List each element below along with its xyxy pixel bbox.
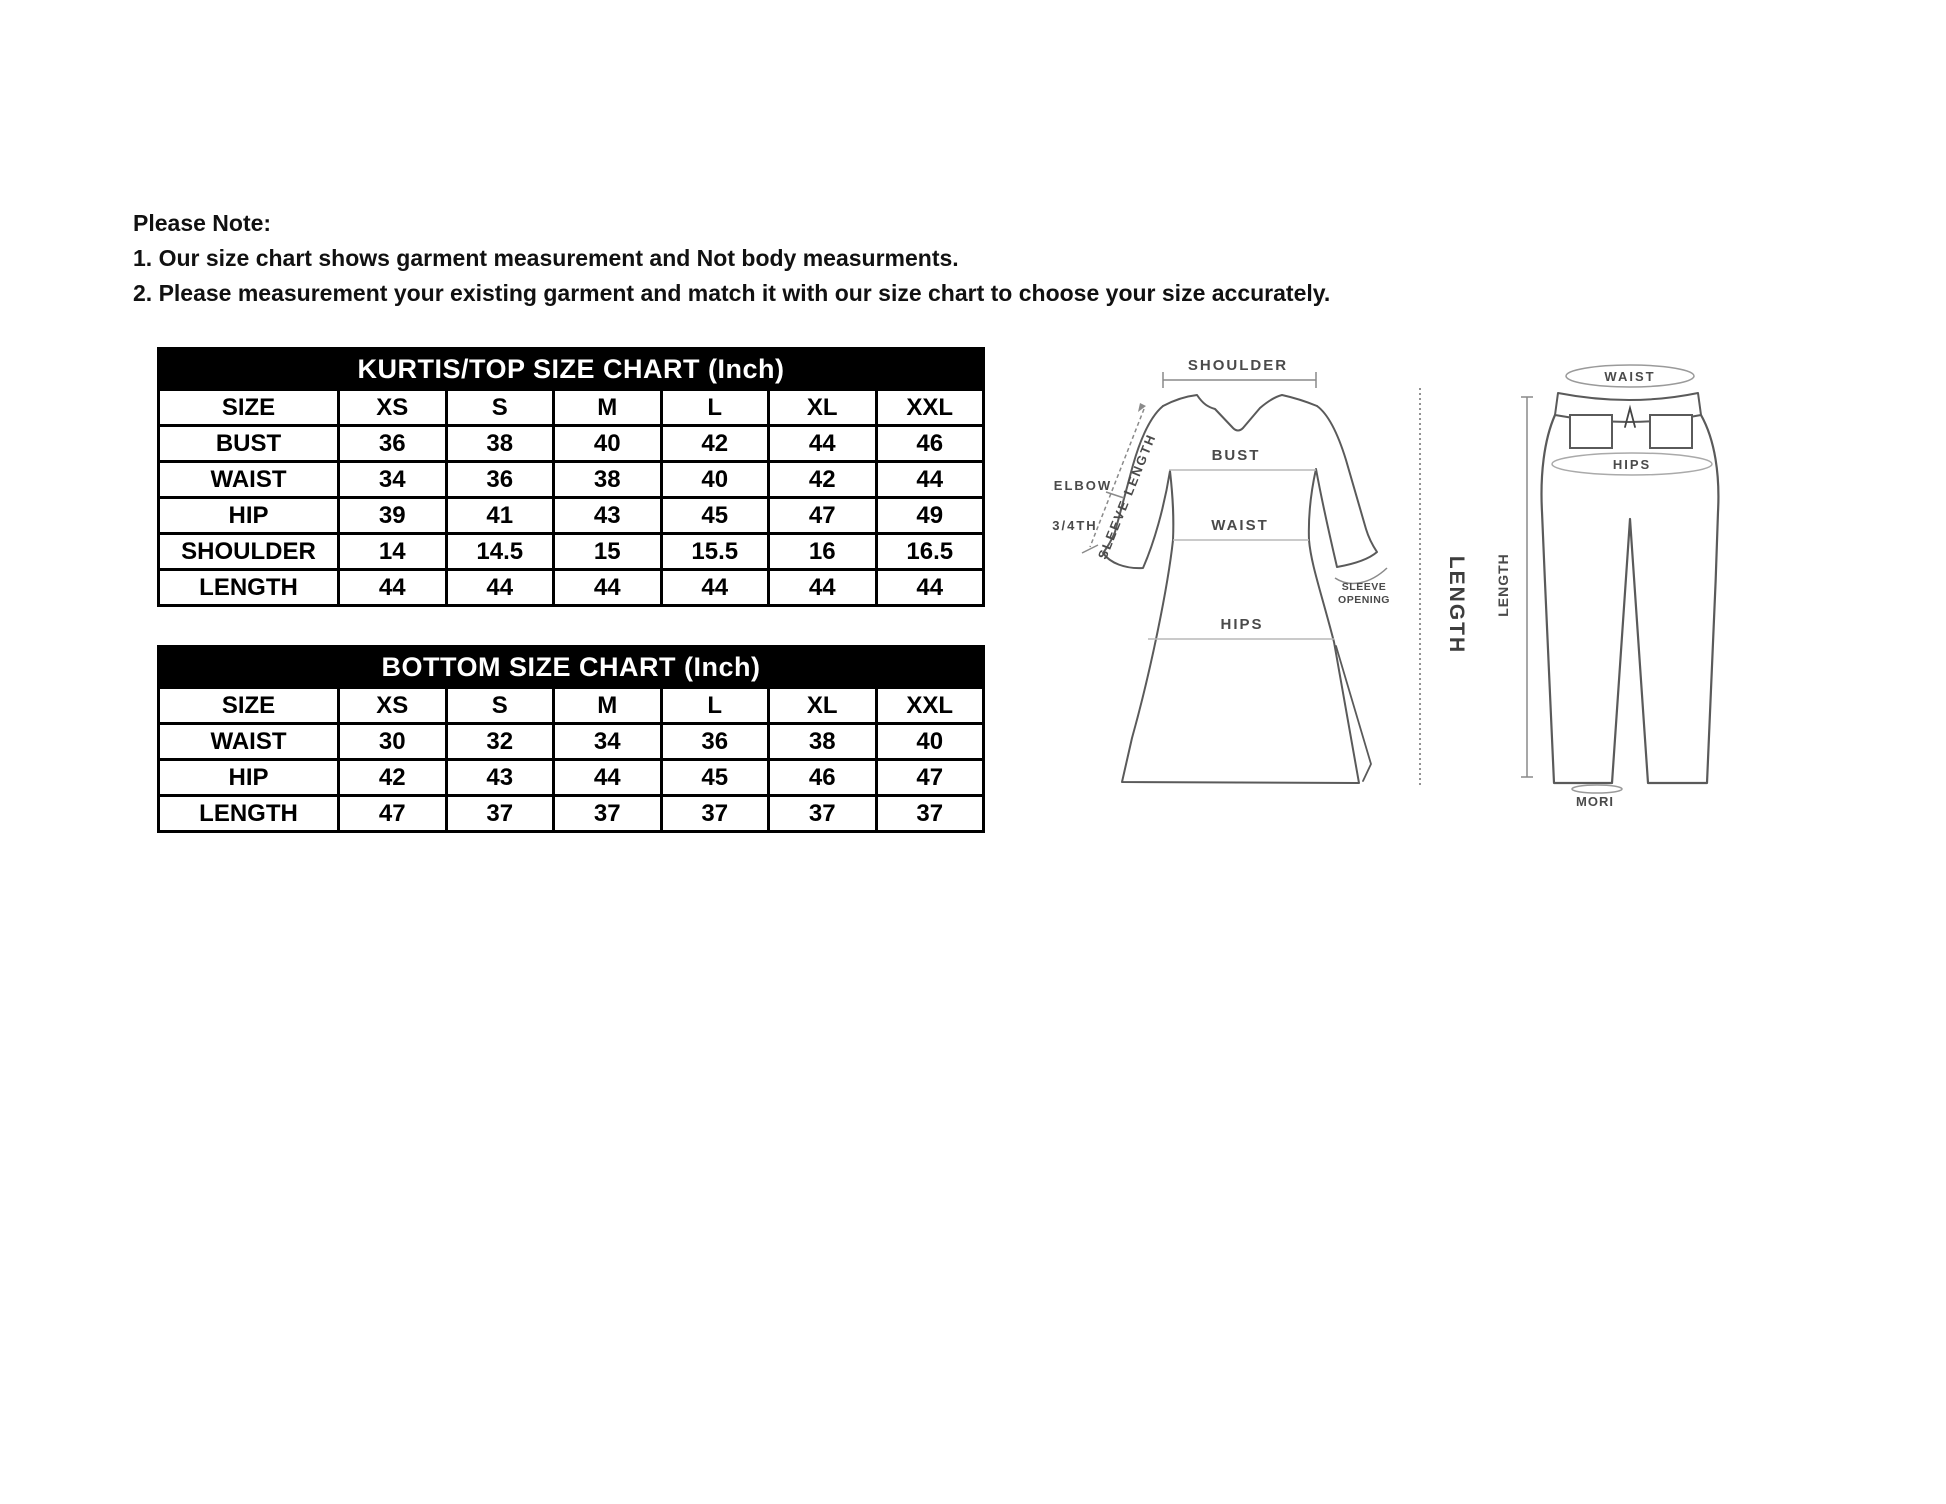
pants-diagram bbox=[1495, 365, 1718, 809]
cell: 44 bbox=[554, 570, 662, 606]
mori-label: MORI bbox=[1576, 794, 1614, 809]
cell: 37 bbox=[554, 796, 662, 832]
note-line-2: 2. Please measurement your existing garment and match it with our size chart to choose your size accurately. bbox=[133, 280, 1331, 306]
three-fourth-label: 3/4TH bbox=[1052, 518, 1098, 533]
cell: 42 bbox=[769, 462, 877, 498]
cell: 38 bbox=[769, 724, 877, 760]
cell: 44 bbox=[769, 426, 877, 462]
mori-ellipse bbox=[1572, 785, 1622, 793]
header-cell: SIZE bbox=[159, 390, 339, 426]
cell: 40 bbox=[554, 426, 662, 462]
sleeve-opening-label-2: OPENING bbox=[1338, 594, 1390, 606]
header-cell: SIZE bbox=[159, 688, 339, 724]
cell: 15.5 bbox=[661, 534, 769, 570]
kurti-length-label: LENGTH bbox=[1445, 555, 1468, 655]
cell: 14.5 bbox=[446, 534, 554, 570]
notes-block bbox=[133, 206, 1330, 311]
cell: 43 bbox=[446, 760, 554, 796]
cell: 42 bbox=[661, 426, 769, 462]
cell: 36 bbox=[446, 462, 554, 498]
cell: 44 bbox=[769, 570, 877, 606]
row-label: BUST bbox=[159, 426, 339, 462]
kurti-neckline bbox=[1163, 395, 1317, 431]
table-row bbox=[159, 498, 984, 534]
header-cell: XXL bbox=[876, 390, 984, 426]
header-cell: S bbox=[446, 688, 554, 724]
cell: 37 bbox=[446, 796, 554, 832]
cell: 39 bbox=[339, 498, 447, 534]
cell: 32 bbox=[446, 724, 554, 760]
header-cell: XL bbox=[769, 390, 877, 426]
cell: 34 bbox=[554, 724, 662, 760]
note-line-1: 1. Our size chart shows garment measurement and Not body measurments. bbox=[133, 245, 959, 271]
cell: 45 bbox=[661, 498, 769, 534]
shoulder-measure-line bbox=[1163, 372, 1316, 388]
cell: 44 bbox=[554, 760, 662, 796]
row-label: HIP bbox=[159, 760, 339, 796]
pants-waist-label: WAIST bbox=[1604, 369, 1656, 384]
cell: 37 bbox=[769, 796, 877, 832]
cell: 40 bbox=[876, 724, 984, 760]
cell: 47 bbox=[339, 796, 447, 832]
cell: 49 bbox=[876, 498, 984, 534]
pants-hips-label: HIPS bbox=[1612, 457, 1652, 472]
cell: 38 bbox=[554, 462, 662, 498]
table-row bbox=[159, 724, 984, 760]
kurti-shoulder-label: SHOULDER bbox=[1187, 357, 1289, 374]
kurti-side-slit bbox=[1336, 646, 1371, 781]
table-row bbox=[159, 760, 984, 796]
pants-length-label: LENGTH bbox=[1495, 553, 1511, 617]
table-row bbox=[159, 796, 984, 832]
pants-pocket-right bbox=[1650, 415, 1692, 448]
cell: 36 bbox=[661, 724, 769, 760]
pants-length-line bbox=[1521, 397, 1533, 777]
kurti-diagram bbox=[1052, 357, 1468, 785]
cell: 34 bbox=[339, 462, 447, 498]
bottom-size-table bbox=[157, 645, 985, 833]
header-cell: XL bbox=[769, 688, 877, 724]
kurtis-top-size-table bbox=[157, 347, 985, 607]
table-row bbox=[159, 570, 984, 606]
cell: 44 bbox=[876, 570, 984, 606]
cell: 16.5 bbox=[876, 534, 984, 570]
cell: 44 bbox=[446, 570, 554, 606]
row-label: WAIST bbox=[159, 462, 339, 498]
table-header-row bbox=[159, 390, 984, 426]
cell: 40 bbox=[661, 462, 769, 498]
table-header-row bbox=[159, 688, 984, 724]
row-label: LENGTH bbox=[159, 796, 339, 832]
cell: 15 bbox=[554, 534, 662, 570]
cell: 14 bbox=[339, 534, 447, 570]
cell: 44 bbox=[339, 570, 447, 606]
cell: 41 bbox=[446, 498, 554, 534]
row-label: SHOULDER bbox=[159, 534, 339, 570]
table-row bbox=[159, 462, 984, 498]
header-cell: XXL bbox=[876, 688, 984, 724]
cell: 46 bbox=[769, 760, 877, 796]
table-title-row bbox=[159, 647, 984, 688]
header-cell: S bbox=[446, 390, 554, 426]
cell: 36 bbox=[339, 426, 447, 462]
header-cell: M bbox=[554, 390, 662, 426]
drawstring-arrow bbox=[1625, 408, 1635, 427]
cell: 37 bbox=[661, 796, 769, 832]
sleeve-length-label: SLEEVE LENGTH bbox=[1094, 431, 1159, 562]
cell: 30 bbox=[339, 724, 447, 760]
cell: 37 bbox=[876, 796, 984, 832]
cell: 45 bbox=[661, 760, 769, 796]
cell: 44 bbox=[876, 462, 984, 498]
table-row bbox=[159, 534, 984, 570]
row-label: LENGTH bbox=[159, 570, 339, 606]
pants-pocket-left bbox=[1570, 415, 1612, 448]
table-title: KURTIS/TOP SIZE CHART (Inch) bbox=[159, 349, 984, 390]
cell: 46 bbox=[876, 426, 984, 462]
header-cell: L bbox=[661, 390, 769, 426]
row-label: HIP bbox=[159, 498, 339, 534]
row-label: WAIST bbox=[159, 724, 339, 760]
garment-diagrams bbox=[1030, 340, 1946, 840]
sleeve-opening-label-1: SLEEVE bbox=[1341, 581, 1387, 593]
cell: 44 bbox=[661, 570, 769, 606]
table-title-row bbox=[159, 349, 984, 390]
sleeve-length-arrowhead bbox=[1138, 403, 1146, 412]
table-title: BOTTOM SIZE CHART (Inch) bbox=[159, 647, 984, 688]
header-cell: XS bbox=[339, 688, 447, 724]
cell: 47 bbox=[876, 760, 984, 796]
header-cell: XS bbox=[339, 390, 447, 426]
elbow-label: ELBOW bbox=[1053, 478, 1113, 493]
header-cell: M bbox=[554, 688, 662, 724]
kurti-waist-label: WAIST bbox=[1211, 517, 1269, 534]
cell: 42 bbox=[339, 760, 447, 796]
cell: 16 bbox=[769, 534, 877, 570]
cell: 43 bbox=[554, 498, 662, 534]
kurti-hips-label: HIPS bbox=[1220, 616, 1264, 633]
header-cell: L bbox=[661, 688, 769, 724]
kurti-bust-label: BUST bbox=[1211, 447, 1261, 464]
table-row bbox=[159, 426, 984, 462]
cell: 47 bbox=[769, 498, 877, 534]
cell: 38 bbox=[446, 426, 554, 462]
notes-title: Please Note: bbox=[133, 210, 272, 236]
